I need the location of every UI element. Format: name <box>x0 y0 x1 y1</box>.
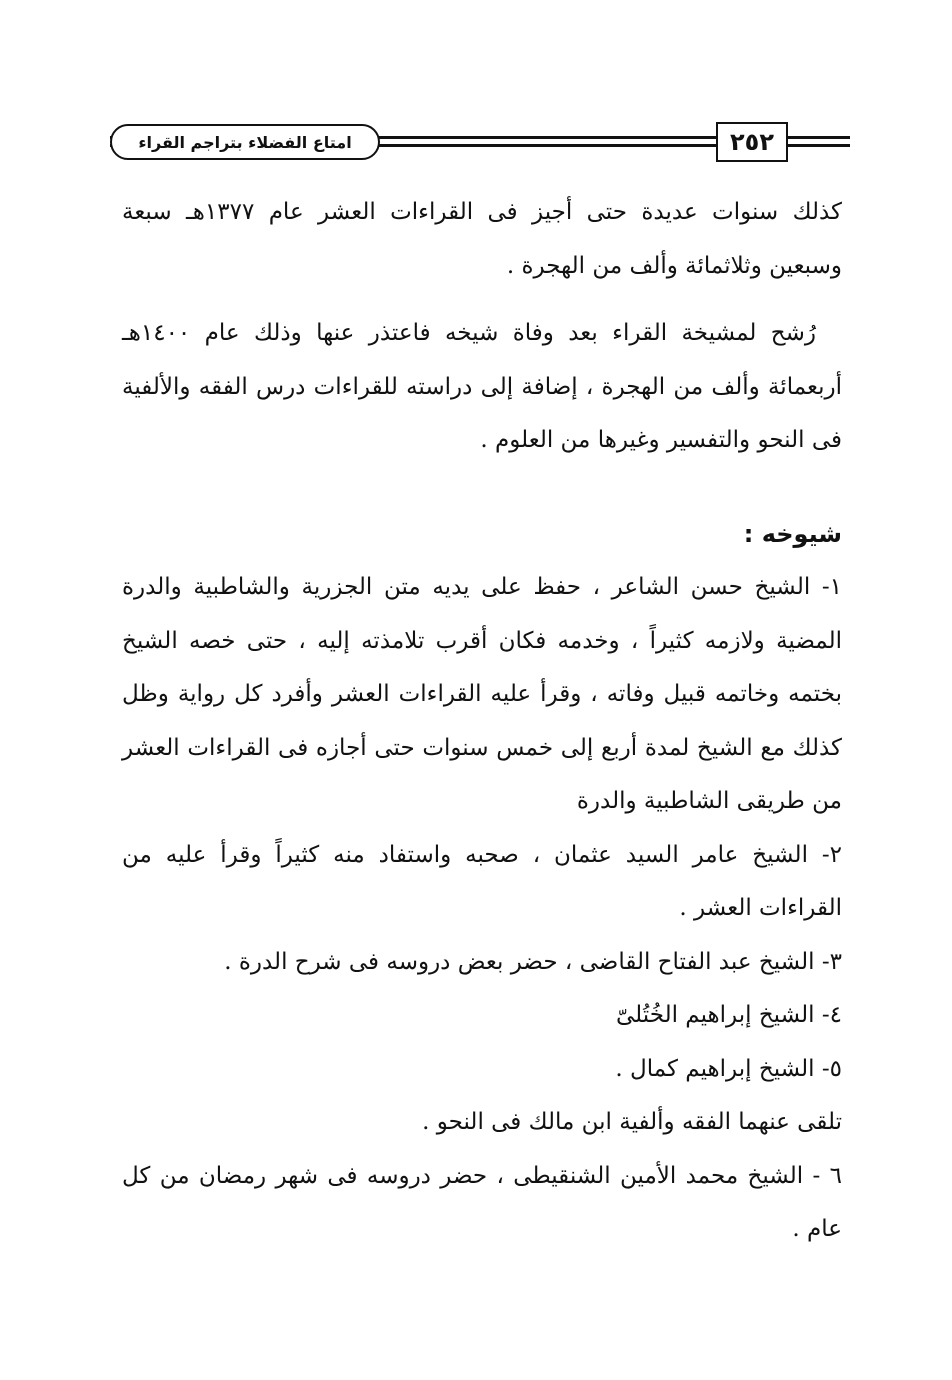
list-item: ٦ - الشيخ محمد الأمين الشنقيطى ، حضر دروسه فى شهر رمضان من كل عام . <box>122 1162 842 1242</box>
list-item: ١- الشيخ حسن الشاعر ، حفظ على يديه متن الجزرية والشاطبية والدرة المضية ولازمه كثيراً ، وخدمه فكان أقرب تلامذته إليه ، حتى خصه الشيخ بختمه وخاتمه قبيل وفاته ، وقرأ عليه القراءات العشر وأفرد كل رواية وظل كذلك مع الشيخ لمدة أربع إلى خمس سنوات حتى أجازه فى القراءات العشر من طريقى الشاطبية والدرة <box>122 574 842 814</box>
list-item: ٣- الشيخ عبد الفتاح القاضى ، حضر بعض دروسه فى شرح الدرة . <box>224 948 842 975</box>
page-header <box>110 118 850 168</box>
section-heading: شيوخه : <box>743 519 842 548</box>
list-item: ٤- الشيخ إبراهيم الخُتُلىّ <box>616 1002 842 1028</box>
list-item: ٢- الشيخ عامر السيد عثمان ، صحبه واستفاد منه كثيراً وقرأ عليه من القراءات العشر . <box>122 841 842 921</box>
paragraph: كذلك سنوات عديدة حتى أجيز فى القراءات العشر عام ١٣٧٧هـ سبعة وسبعين وثلاثمائة وألف من الهجرة . <box>122 199 842 279</box>
list-item: ٥- الشيخ إبراهيم كمال . <box>615 1055 842 1082</box>
paragraph: رُشح لمشيخة القراء بعد وفاة شيخه فاعتذر عنها وذلك عام ١٤٠٠هـ أربعمائة وألف من الهجرة ، إضافة إلى دراسته للقراءات درس الفقه والألفية فى النحو والتفسير وغيرها من العلوم . <box>122 320 842 453</box>
page-number: ٢٥٢ <box>716 122 788 162</box>
page-body <box>122 186 842 1257</box>
book-title: امتاع الفضلاء بتراجم القراء <box>110 124 380 160</box>
list-item: تلقى عنهما الفقه وألفية ابن مالك فى النحو . <box>422 1109 842 1135</box>
